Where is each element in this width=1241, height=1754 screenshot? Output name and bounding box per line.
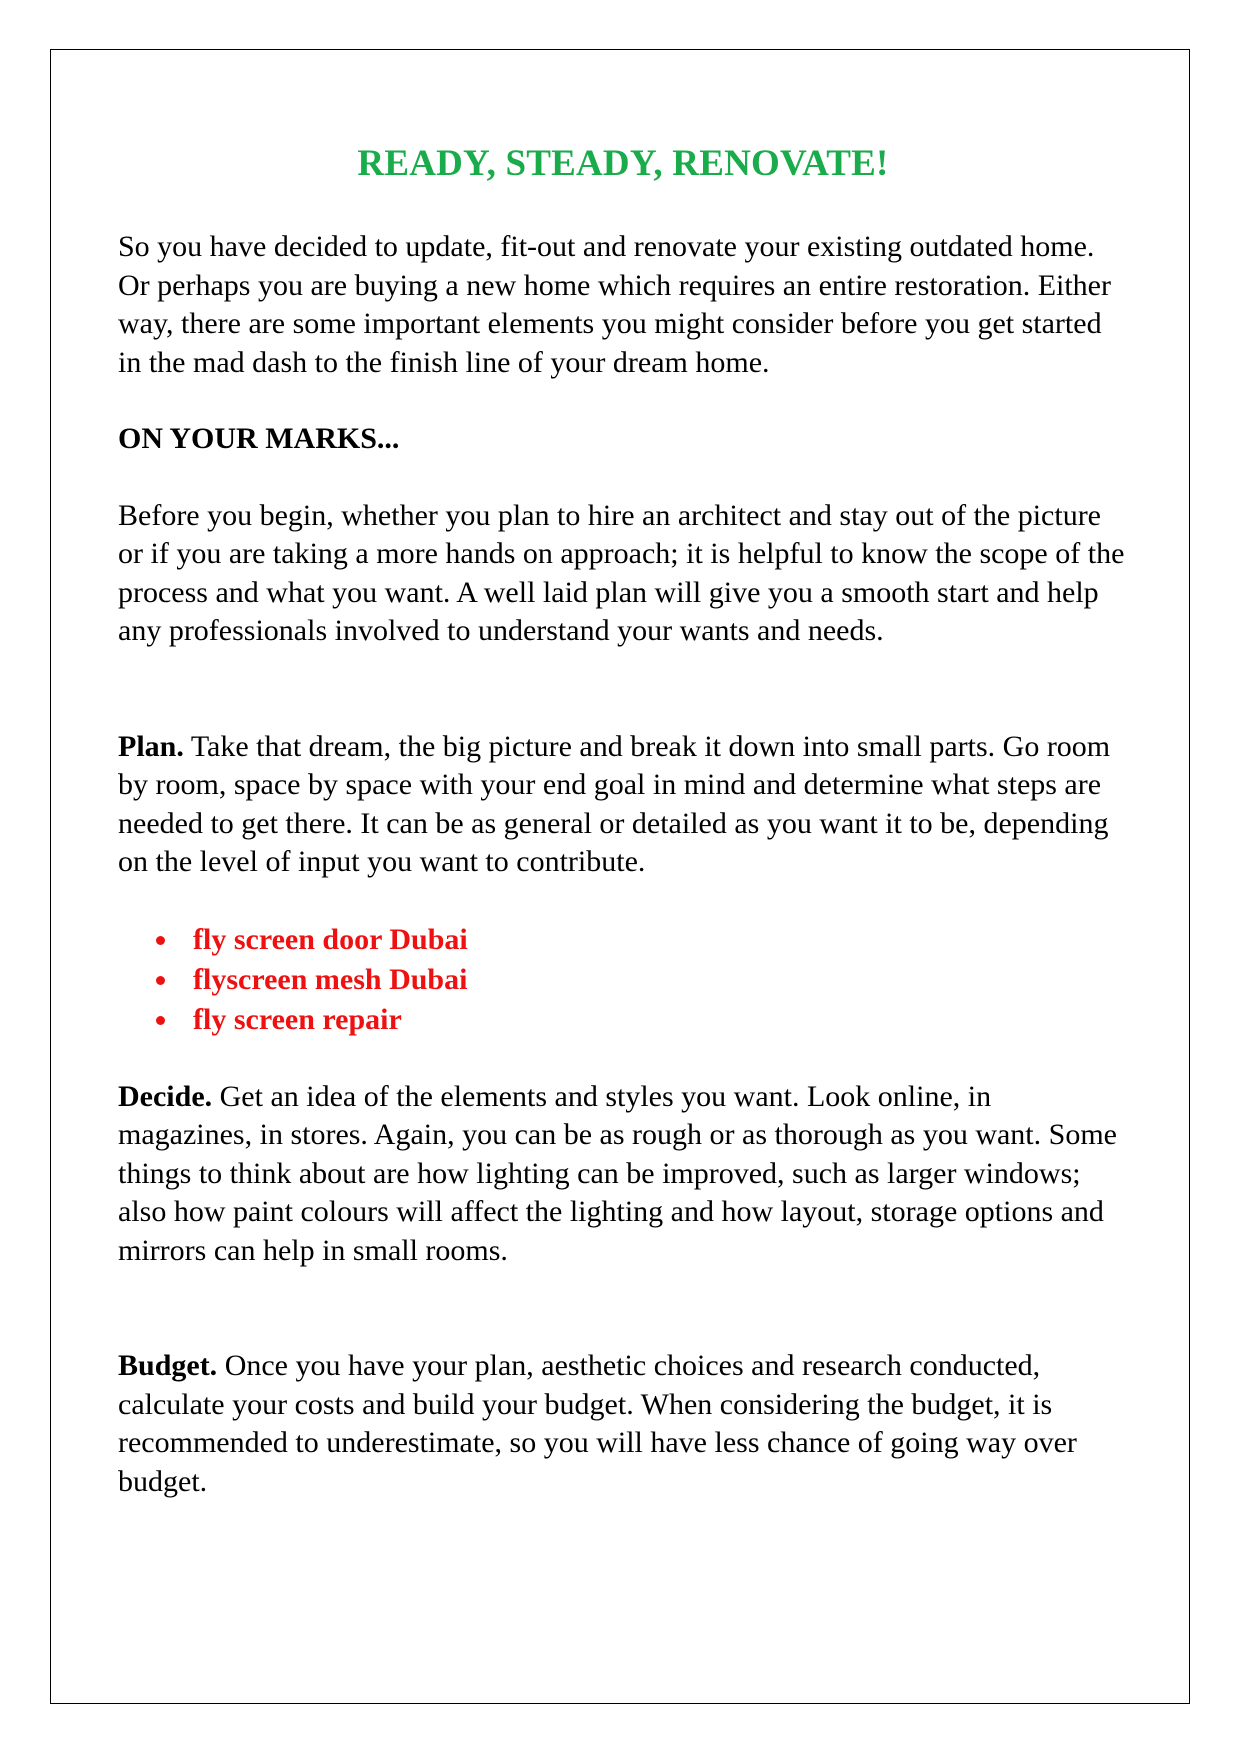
document-body	[118, 140, 1128, 1501]
plan-paragraph	[118, 728, 1128, 882]
decide-text: Get an idea of the elements and styles you want. Look online, in magazines, in stores. Again, you can be as rough or as thorough as you want. Some things to think about are how lighting can be improved, such as larger windows; also how paint colours will affect the lighting and how layout, storage options and mirrors can help in small rooms.	[118, 1079, 1117, 1267]
list-item[interactable]	[156, 920, 1128, 960]
link-list	[118, 920, 1128, 1040]
bullet-icon	[156, 1016, 165, 1025]
before-paragraph: Before you begin, whether you plan to hire an architect and stay out of the picture or if you are taking a more hands on approach; it is helpful to know the scope of the process and what you want. A well laid plan will give you a smooth start and help any professionals involved to understand your wants and needs.	[118, 498, 1125, 647]
link-fly-screen-repair[interactable]: fly screen repair	[193, 1002, 402, 1036]
bullet-icon	[156, 976, 165, 985]
plan-text: Take that dream, the big picture and break it down into small parts. Go room by room, space by space with your end goal in mind and determine what steps are needed to get there. It can be as general or detailed as you want it to be, depending on the level of input you want to contribute.	[118, 729, 1111, 878]
budget-paragraph	[118, 1347, 1128, 1501]
decide-lead: Decide.	[118, 1079, 213, 1113]
list-item[interactable]	[156, 960, 1128, 1000]
link-flyscreen-mesh[interactable]: flyscreen mesh Dubai	[193, 962, 468, 996]
budget-text: Once you have your plan, aesthetic choices and research conducted, calculate your costs and build your budget. When considering the budget, it is recommended to underestimate, so you will have less chance of going way over budget.	[118, 1349, 1077, 1498]
bullet-icon	[156, 936, 165, 945]
list-item[interactable]	[156, 1000, 1128, 1040]
plan-lead: Plan.	[118, 729, 184, 763]
budget-lead: Budget.	[118, 1349, 218, 1382]
decide-paragraph	[118, 1078, 1128, 1271]
intro-paragraph: So you have decided to update, fit-out and renovate your existing outdated home. Or perhaps you are buying a new home which requires an entire restoration. Either way, there are some important elements you might consider before you get started in the mad dash to the finish line of your dream home.	[118, 230, 1111, 379]
section-heading: ON YOUR MARKS...	[118, 422, 400, 455]
document-title: READY, STEADY, RENOVATE!	[357, 143, 889, 184]
link-fly-screen-door[interactable]: fly screen door Dubai	[193, 922, 468, 956]
